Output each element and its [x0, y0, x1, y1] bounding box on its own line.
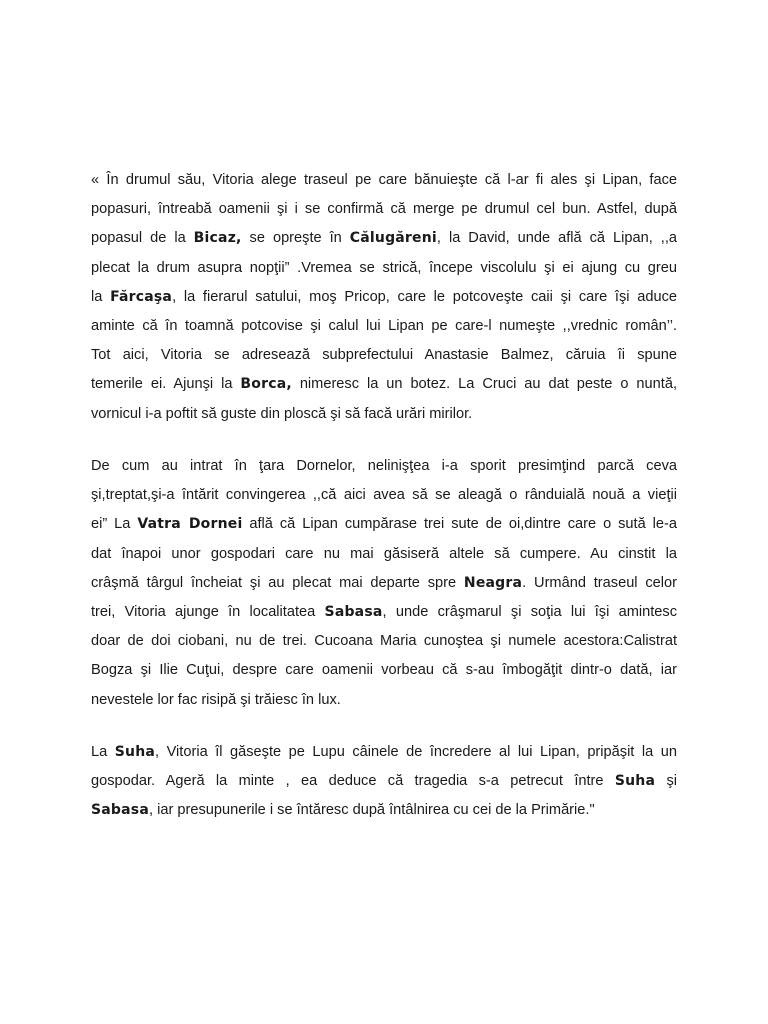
place-name-bicaz: Bicaz, [193, 230, 242, 247]
text-run: De cum au intrat în ţara Dornelor, nelinişţea i-a sporit presimţind parcă ceva [91, 458, 677, 474]
text-line [91, 686, 677, 715]
text-line [91, 656, 677, 685]
text-run: nevestele lor fac risipă şi trăiesc în lux. [91, 691, 341, 708]
text-run: şi [655, 773, 677, 790]
place-name-vatra-dornei: Vatra Dornei [137, 516, 243, 533]
text-run: , Vitoria îl găseşte pe Lupu câinele de încredere al lui Lipan, pripăşit la un [155, 744, 677, 760]
text-line [91, 510, 677, 539]
text-line [91, 254, 677, 283]
text-run: . Urmând traseul celor [522, 574, 677, 591]
text-line [91, 481, 677, 510]
place-name-farcasa: Fărcaşa [110, 288, 173, 305]
text-run: nimeresc la un botez. La Cruci au dat peste o nuntă, [291, 376, 677, 393]
text-run: aminte că în toamnă potcovise şi calul lui Lipan pe care-l numeşte ,,vrednic român’’. [91, 317, 677, 334]
text-run: se opreşte în [241, 230, 350, 247]
text-run: popasul de la [91, 230, 194, 247]
text-line [91, 166, 677, 195]
paragraph-1 [91, 166, 677, 429]
place-name-suha: Suha [614, 773, 656, 790]
text-run: vornicul i-a poftit să guste din ploscă şi să facă urări mirilor. [91, 405, 473, 422]
text-run: trei, Vitoria ajunge în localitatea [91, 603, 325, 620]
text-line [91, 627, 677, 656]
paragraph-3 [91, 738, 677, 826]
text-run: Bogza şi Ilie Cuţui, despre care oamenii vorbeau că s-au îmbogăţit dintr-o dată, iar [91, 662, 677, 679]
text-run: crâşmă târgul încheiat şi au plecat mai departe spre [91, 574, 464, 591]
text-line [91, 283, 677, 312]
place-name-sabasa: Sabasa [324, 603, 383, 620]
text-line [91, 796, 677, 825]
text-line [91, 767, 677, 796]
text-run: şi,treptat,şi-a întărit convingerea ,,că aici avea să se aleagă o rânduială nouă a vieţii [91, 487, 677, 504]
text-line [91, 569, 677, 598]
text-run: doar de doi ciobani, nu de trei. Cucoana Maria cunoştea şi numele acestora:Calistrat [91, 633, 677, 650]
text-run: « În drumul său, Vitoria alege traseul pe care bănuieşte că l-ar fi ales şi Lipan, face [91, 172, 677, 188]
text-run: , la David, unde află că Lipan, ,,a [436, 230, 677, 247]
text-run: Tot aici, Vitoria se adresează subprefectului Anastasie Balmez, căruia îi spune [91, 347, 677, 364]
text-line [91, 312, 677, 341]
text-run: , iar presupunerile i se întăresc după întâlnirea cu cei de la Primărie." [148, 802, 595, 819]
text-line [91, 400, 677, 429]
text-line [91, 370, 677, 399]
text-line [91, 540, 677, 569]
text-line [91, 738, 677, 767]
place-name-calugareni: Călugăreni [349, 230, 437, 247]
text-run: află că Lipan cumpărase trei sute de oi,dintre care o sută le-a [242, 516, 677, 533]
text-line [91, 452, 677, 481]
place-name-suha: Suha [114, 744, 156, 760]
text-run: popasuri, întreabă oamenii şi i se confirmă că merge pe drumul cel bun. Astfel, după [91, 201, 677, 218]
text-run: temerile ei. Ajunşi la [91, 376, 241, 393]
text-run: ei” La [91, 516, 138, 533]
text-line [91, 195, 677, 224]
place-name-sabasa: Sabasa [91, 802, 149, 819]
place-name-borca: Borca, [240, 376, 292, 393]
text-run: , unde crâşmarul şi soţia lui îşi amintesc [382, 603, 677, 620]
text-line [91, 341, 677, 370]
text-line [91, 224, 677, 253]
text-run: , la fierarul satului, moş Pricop, care le potcoveşte caii şi care îşi aduce [172, 288, 677, 305]
paragraph-2 [91, 452, 677, 715]
text-run: dat înapoi unor gospodari care nu mai găsiseră altele să cumpere. Au cinstit la [91, 545, 677, 562]
text-run: la [91, 288, 111, 305]
place-name-neagra: Neagra [463, 574, 523, 591]
text-run: plecat la drum asupra nopţii” .Vremea se strică, începe viscolulu şi ei ajung cu greu [91, 259, 677, 276]
text-line [91, 598, 677, 627]
text-run: La [91, 744, 115, 760]
text-run: gospodar. Ageră la minte , ea deduce că tragedia s-a petrecut între [91, 773, 615, 790]
